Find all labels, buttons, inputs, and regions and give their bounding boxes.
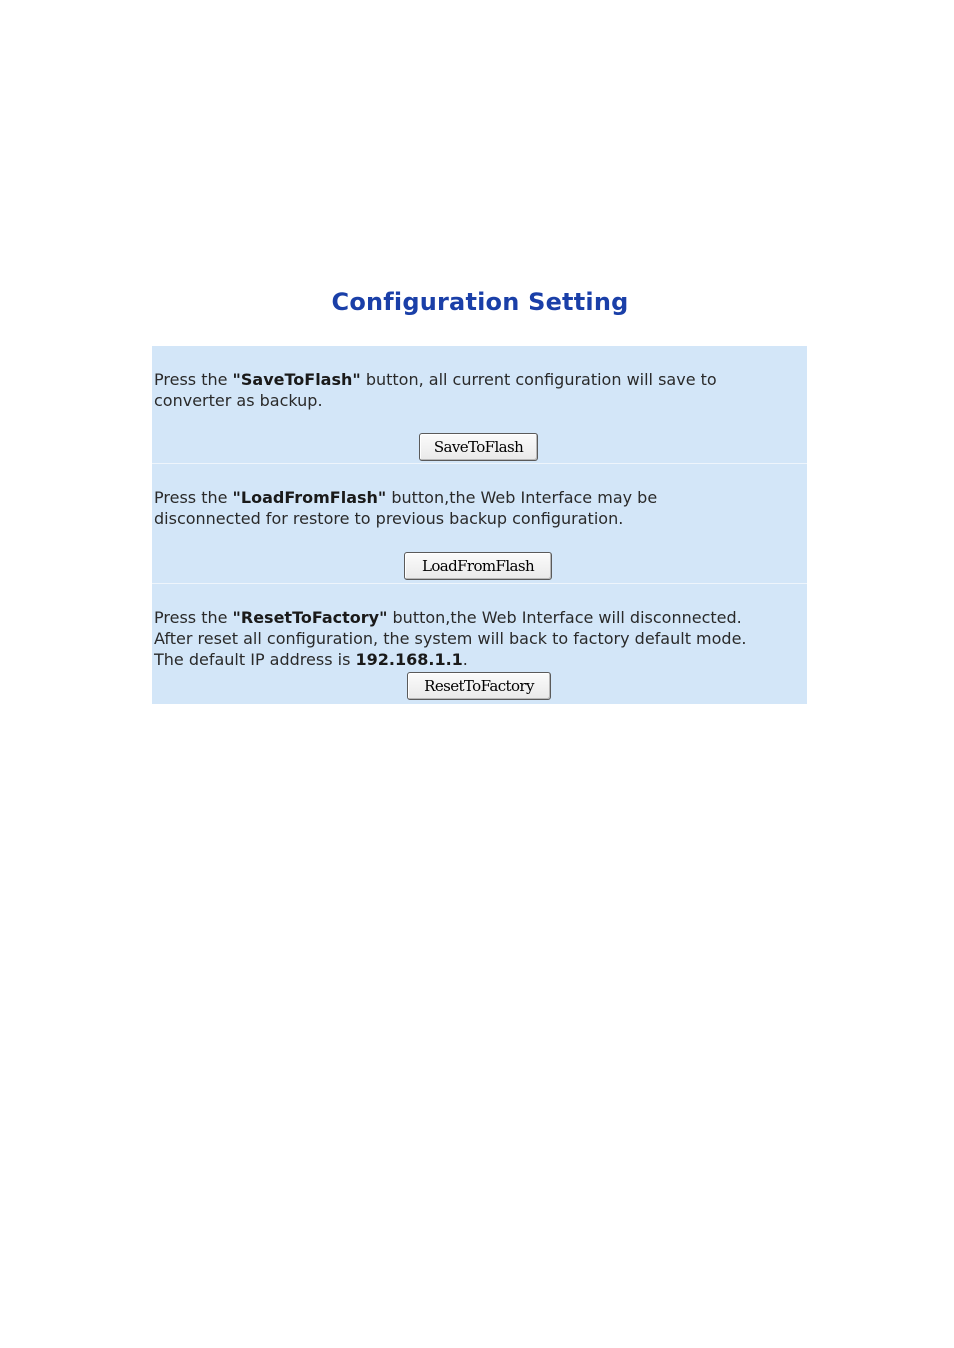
save-description: Press the "SaveToFlash" button, all current configuration will save to converter as backup. [154, 370, 717, 410]
reset-section [152, 584, 807, 704]
default-ip-address: 192.168.1.1 [355, 650, 463, 669]
save-keyword: "SaveToFlash" [232, 370, 361, 389]
reset-keyword: "ResetToFactory" [232, 608, 388, 627]
page-title: Configuration Setting [331, 288, 629, 316]
save-section [152, 346, 807, 464]
load-section [152, 464, 807, 584]
save-to-flash-button[interactable]: SaveToFlash [419, 433, 538, 461]
configuration-panel [152, 346, 807, 704]
reset-description: Press the "ResetToFactory" button,the Web Interface will disconnected. After reset all configuration, the system will back to factory default mode. The default IP address is 192.168.1.1. [154, 608, 747, 669]
load-keyword: "LoadFromFlash" [232, 488, 387, 507]
reset-to-factory-button[interactable]: ResetToFactory [407, 672, 551, 700]
load-from-flash-button[interactable]: LoadFromFlash [404, 552, 552, 580]
load-description: Press the "LoadFromFlash" button,the Web Interface may be disconnected for restore to previous backup configuration. [154, 488, 658, 528]
